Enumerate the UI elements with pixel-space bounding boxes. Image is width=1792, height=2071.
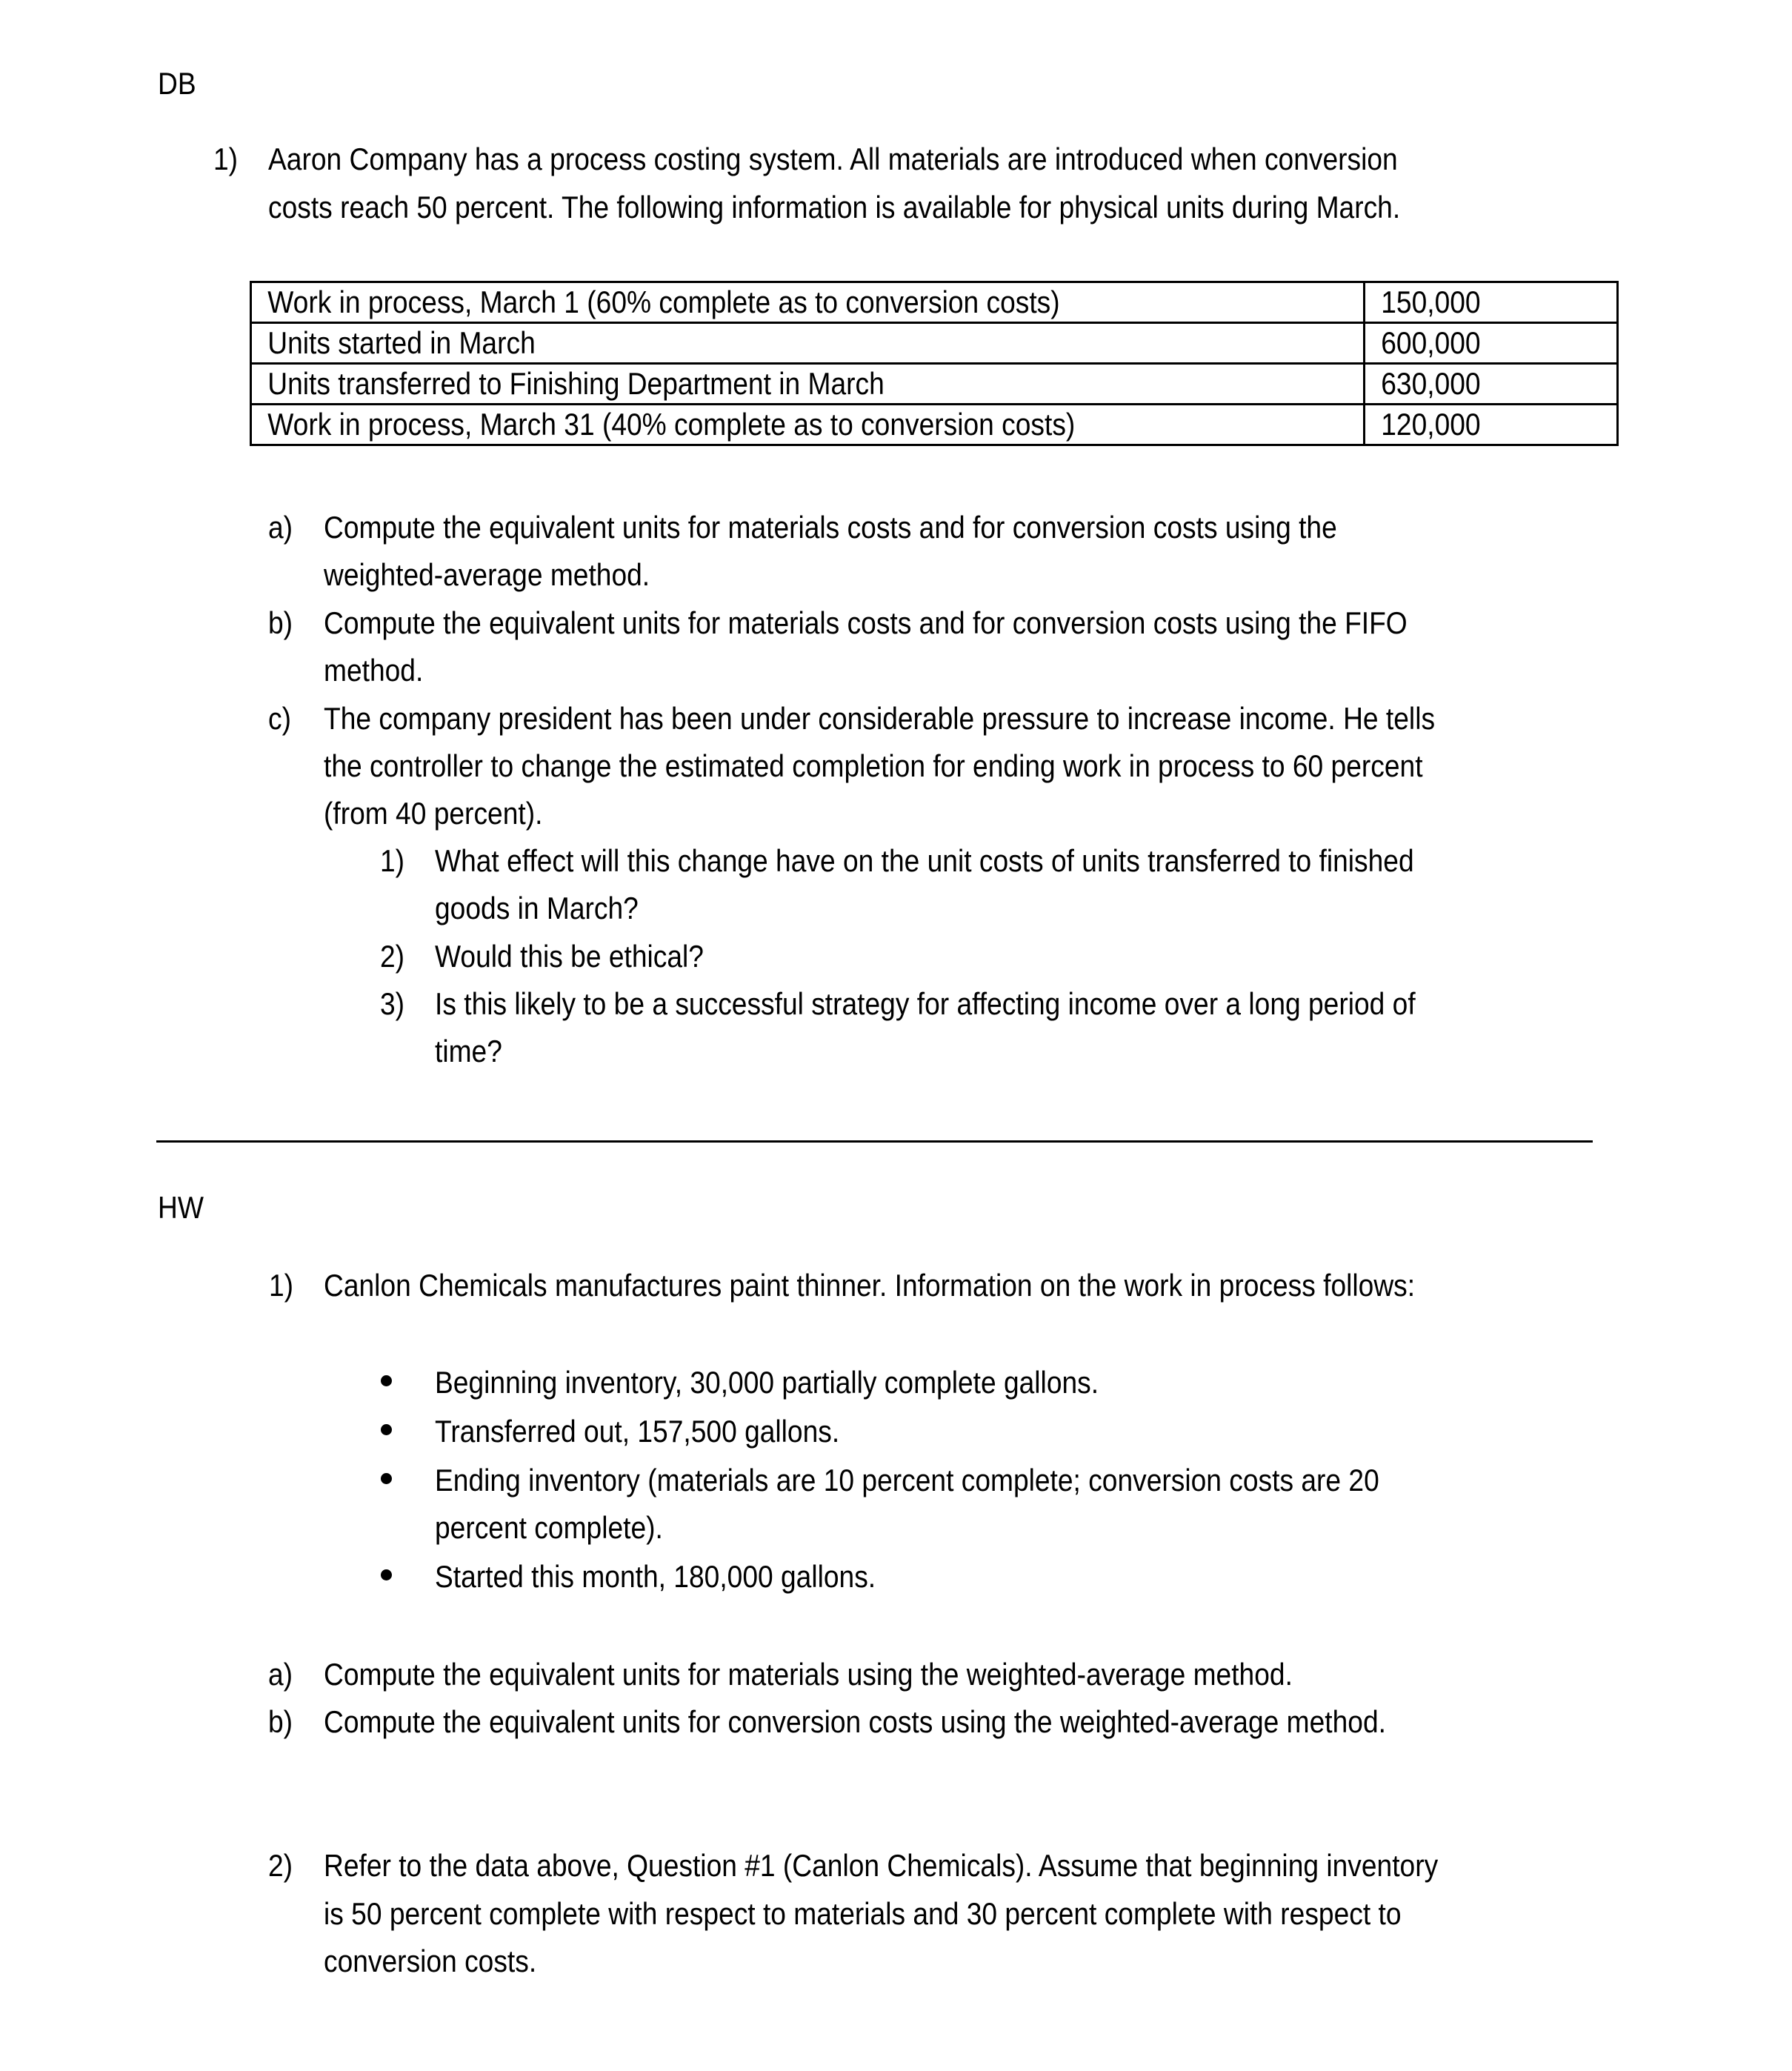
- hw-q2-text-line-3: conversion costs.: [324, 1944, 537, 1978]
- hw-q2-text-line-1: Refer to the data above, Question #1 (Canlon Chemicals). Assume that beginning inventory: [324, 1848, 1439, 1883]
- db-part-c-line-3: (from 40 percent).: [324, 796, 543, 831]
- hw-bullet-3-line-2: percent complete).: [435, 1510, 663, 1545]
- table-cell-label: Work in process, March 1 (60% complete as to conversion costs): [251, 282, 1365, 323]
- table-row: [251, 282, 1618, 323]
- db-c-sub1-line-2: goods in March?: [435, 891, 639, 925]
- bullet-icon: [381, 1569, 392, 1580]
- db-part-b-line-2: method.: [324, 653, 424, 688]
- hw-part-a-marker: a): [268, 1657, 293, 1692]
- table-cell-value: 630,000: [1365, 364, 1618, 405]
- hw-bullet-1-line-1: Beginning inventory, 30,000 partially complete gallons.: [435, 1365, 1099, 1400]
- db-part-a-marker: a): [268, 510, 293, 545]
- db-part-b-marker: b): [268, 605, 293, 640]
- hw-q1-number: 1): [269, 1268, 294, 1303]
- hw-q1-text-line-1: Canlon Chemicals manufactures paint thinner. Information on the work in process follows:: [324, 1268, 1416, 1303]
- physical-units-table: [250, 281, 1619, 446]
- bullet-icon: [381, 1375, 392, 1386]
- db-c-sub2-marker: 2): [380, 939, 405, 974]
- db-part-b-line-1: Compute the equivalent units for materials costs and for conversion costs using the FIFO: [324, 605, 1408, 640]
- db-q1-text-line-1: Aaron Company has a process costing system. All materials are introduced when conversion: [268, 142, 1398, 176]
- db-c-sub1-line-1: What effect will this change have on the unit costs of units transferred to finished: [435, 843, 1414, 878]
- table-row: [251, 364, 1618, 405]
- db-part-c-line-2: the controller to change the estimated completion for ending work in process to 60 percent: [324, 748, 1423, 783]
- db-part-c-marker: c): [268, 701, 291, 736]
- db-part-c-line-1: The company president has been under considerable pressure to increase income. He tells: [324, 701, 1436, 736]
- section-label-db: DB: [158, 66, 196, 101]
- bullet-icon: [381, 1473, 392, 1484]
- hw-bullet-4-line-1: Started this month, 180,000 gallons.: [435, 1559, 876, 1594]
- db-c-sub1-marker: 1): [380, 843, 405, 878]
- table-row: [251, 405, 1618, 445]
- db-q1-text-line-2: costs reach 50 percent. The following information is available for physical units during March.: [268, 190, 1401, 225]
- hw-q2-number: 2): [268, 1848, 293, 1883]
- table-cell-label: Units transferred to Finishing Department in March: [251, 364, 1365, 405]
- db-part-a-line-1: Compute the equivalent units for materials costs and for conversion costs using the: [324, 510, 1337, 545]
- hw-part-a-line-1: Compute the equivalent units for materials using the weighted-average method.: [324, 1657, 1293, 1692]
- section-divider: [156, 1140, 1593, 1143]
- hw-bullet-2-line-1: Transferred out, 157,500 gallons.: [435, 1414, 840, 1449]
- hw-q2-text-line-2: is 50 percent complete with respect to materials and 30 percent complete with respect to: [324, 1896, 1402, 1931]
- table-cell-value: 600,000: [1365, 323, 1618, 364]
- db-c-sub2-line-1: Would this be ethical?: [435, 939, 704, 974]
- db-c-sub3-marker: 3): [380, 986, 405, 1021]
- table-cell-label: Work in process, March 31 (40% complete as to conversion costs): [251, 405, 1365, 445]
- table-cell-value: 120,000: [1365, 405, 1618, 445]
- hw-part-b-line-1: Compute the equivalent units for conversion costs using the weighted-average method.: [324, 1704, 1386, 1739]
- hw-bullet-3-line-1: Ending inventory (materials are 10 percent complete; conversion costs are 20: [435, 1463, 1379, 1497]
- section-label-hw: HW: [158, 1190, 204, 1225]
- table-cell-value: 150,000: [1365, 282, 1618, 323]
- table-row: [251, 323, 1618, 364]
- db-part-a-line-2: weighted-average method.: [324, 557, 650, 592]
- db-q1-number: 1): [213, 142, 239, 176]
- hw-part-b-marker: b): [268, 1704, 293, 1739]
- table-cell-label: Units started in March: [251, 323, 1365, 364]
- db-c-sub3-line-1: Is this likely to be a successful strategy for affecting income over a long period of: [435, 986, 1416, 1021]
- bullet-icon: [381, 1424, 392, 1435]
- db-c-sub3-line-2: time?: [435, 1034, 502, 1068]
